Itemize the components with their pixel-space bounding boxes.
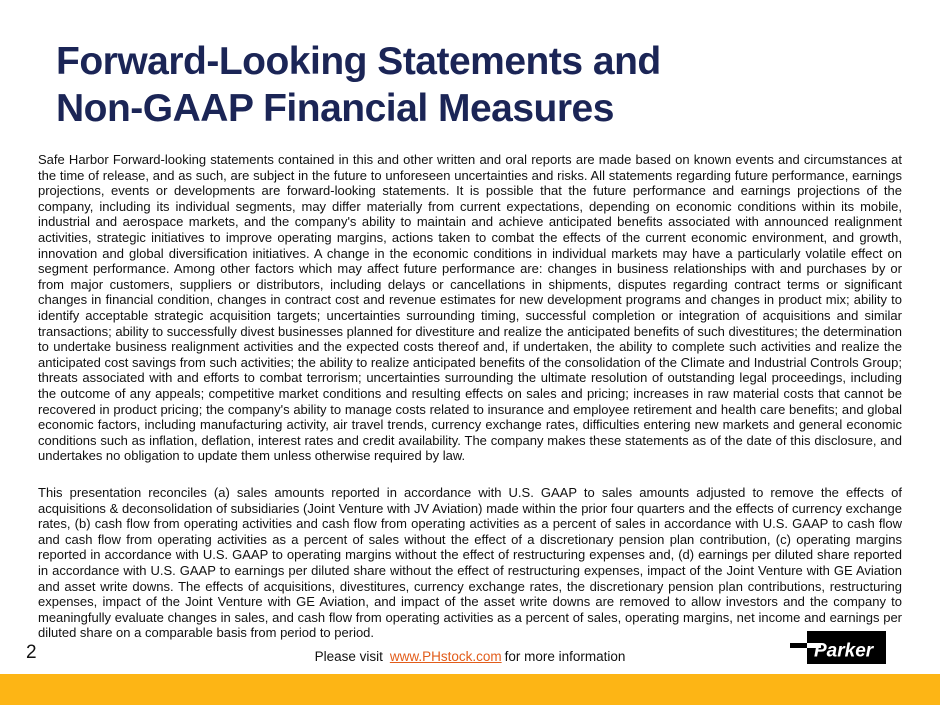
- non-gaap-reconciliation-paragraph: This presentation reconciles (a) sales amounts reported in accordance with U.S. GAAP to sales amounts adjusted to remove the effects of acquisitions & deconsolidation of subsidiaries (Joint Venture with JV Aviation) made within the prior four quarters and the effects of currency exchange rates, (b) cash flow from operating activities and cash flow from operating activities as a percent of sales in accordance with U.S. GAAP to cash flow and cash flow from operating activities as a percent of sales without the effect of a discretionary pension plan contribution, (c) operating margins reported in accordance with U.S. GAAP to operating margins without the effect of restructuring expenses and, (d) earnings per diluted share reported in accordance with U.S. GAAP to earnings per diluted share without the effect of restructuring expenses, impact of the Joint Venture with GE Aviation and asset write downs. The effects of acquisitions, divestitures, currency exchange rates, the discretionary pension plan contributions, restructuring expenses, impact of the Joint Venture with GE Aviation, and impact of the asset write downs are removed to allow investors and the company to meaningfully evaluate changes in sales, and cash flow from operating activities as a percent of sales, operating margins, net income and earnings per diluted share on a comparable basis from period to period.: [38, 485, 902, 641]
- footer-suffix: for more information: [504, 649, 626, 664]
- page-number: 2: [26, 642, 37, 663]
- phstock-link[interactable]: www.PHstock.com: [389, 649, 502, 664]
- parker-logo: [790, 631, 886, 664]
- safe-harbor-paragraph: Safe Harbor Forward-looking statements contained in this and other written and oral reports are made based on known events and circumstances at the time of release, and as such, are subject in the future to unforeseen uncertainties and risks. All statements regarding future performance, earnings projections, events or developments are forward-looking statements. It is possible that the future performance and earnings projections of the company, including its individual segments, may differ materially from current expectations, depending on economic conditions within its mobile, industrial and aerospace markets, and the company's ability to maintain and achieve anticipated benefits associated with announced realignment activities, strategic initiatives to improve operating margins, actions taken to combat the effects of the current economic environment, and growth, innovation and global diversification initiatives. A change in the economic conditions in individual markets may have a particularly volatile effect on segment performance. Among other factors which may affect future performance are: changes in business relationships with and purchases by or from major customers, suppliers or distributors, including delays or cancellations in shipments, disputes regarding contract terms or significant changes in financial condition, changes in contract cost and revenue estimates for new development programs and changes in product mix; ability to identify acceptable strategic acquisition targets; uncertainties surrounding timing, successful completion or integration of acquisitions and similar transactions; ability to successfully divest businesses planned for divestiture and realize the anticipated benefits of such divestitures; the determination to undertake business realignment activities and the expected costs thereof and, if undertaken, the ability to complete such activities and realize the anticipated cost savings from such activities; the ability to realize anticipated benefits of the consolidation of the Climate and Industrial Controls Group; threats associated with and efforts to combat terrorism; uncertainties surrounding the ultimate resolution of outstanding legal proceedings, including the outcome of any appeals; competitive market conditions and resulting effects on sales and pricing; increases in raw material costs that cannot be recovered in product pricing; the company's ability to manage costs related to insurance and employee retirement and health care benefits; and global economic factors, including manufacturing activity, air travel trends, currency exchange rates, difficulties entering new markets and general economic conditions such as inflation, deflation, interest rates and credit availability. The company makes these statements as of the date of this disclosure, and undertakes no obligation to update them unless otherwise required by law.: [38, 152, 902, 464]
- parker-logo-arm-outer: [790, 643, 808, 648]
- slide-title-line2: Non-GAAP Financial Measures: [56, 87, 614, 130]
- slide-title-line1: Forward-Looking Statements and: [56, 40, 661, 83]
- footer-prefix: Please visit: [314, 649, 383, 664]
- slide-title: [56, 38, 661, 132]
- gold-bottom-bar: [0, 674, 940, 705]
- parker-logo-text: Parker: [814, 640, 874, 662]
